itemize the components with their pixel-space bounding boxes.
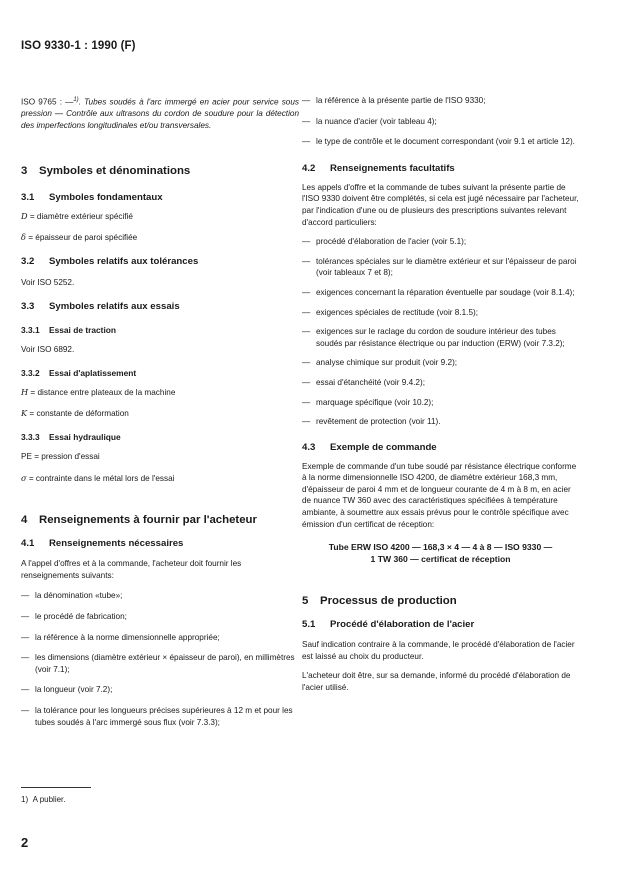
symbol-d: D = diamètre extérieur spécifié [21,210,133,221]
list-item: — tolérances spéciales sur le diamètre extérieur et sur l'épaisseur de paroi (voir tableaux 7 et 8); [302,256,577,278]
list-item: — la longueur (voir 7.2); [21,685,113,695]
section-3-1-heading: 3.1 Symboles fondamentaux [21,191,163,203]
list-item: — le procédé de fabrication; [21,612,127,622]
section-5-1-paragraph-1: Sauf indication contraire à la commande, le procédé d'élaboration de l'acier est laissé au choix du producteur. [302,640,575,661]
list-item: — marquage spécifique (voir 10.2); [302,397,434,407]
section-3-3-2-heading: 3.3.2 Essai d'aplatissement [21,367,137,378]
list-item: — le type de contrôle et le document correspondant (voir 9.1 et article 12). [302,137,575,147]
section-4-1-heading: 4.1 Renseignements nécessaires [21,538,184,550]
section-4-3-heading: 4.3 Exemple de commande [302,441,437,453]
symbol-sigma: σ = contrainte dans le métal lors de l'essai [21,472,175,483]
list-item: — la nuance d'acier (voir tableau 4); [302,116,437,126]
footnote-divider [21,787,91,788]
section-3-3-1-text: Voir ISO 6892. [21,345,75,355]
document-header: ISO 9330-1 : 1990 (F) [21,40,136,52]
list-item: — la référence à la présente partie de l'ISO 9330; [302,96,486,105]
list-item: — essai d'étanchéité (voir 9.4.2); [302,377,425,387]
list-item: — la référence à la norme dimensionnelle appropriée; [21,632,220,642]
right-column [302,95,579,694]
list-item: — revêtement de protection (voir 11). [302,417,441,427]
list-item: — analyse chimique sur produit (voir 9.2); [302,358,458,368]
section-4-3-text: Exemple de commande d'un tube soudé par résistance électrique conforme à la norme dimensionnelle ISO 4200, de diamètre extérieur 168,3 mm, d'épaisseur de paroi 4 mm et de longueur courante de 4 m à 8 m, en acier de nuance TW 360 avec des caractéristiques spécifiées à température ambiante, à soumettre aux essais prévus pour le contrôle spécifique avec émission d'un certificat de réception: [302,461,577,529]
footnote: 1) A publier. [21,795,66,804]
list-item: — procédé d'élaboration de l'acier (voir 5.1); [302,237,467,247]
section-5-heading: 5 Processus de production [302,595,457,608]
section-3-heading: 3 Symboles et dénominations [21,164,191,177]
optional-info-list [302,236,579,428]
section-3-3-3-heading: 3.3.3 Essai hydraulique [21,432,121,443]
required-info-list-continued [302,95,579,148]
symbol-k: K = constante de déformation [21,408,129,419]
page-number: 2 [21,835,29,850]
list-item: — la tolérance pour les longueurs précises supérieures à 12 m et pour les tubes soudés à l'arc immergé sous flux (voir 7.3.3); [21,706,293,727]
reference-iso-9765: ISO 9765 : —$^{1)}$. Tubes soudés à l'arc immergé en acier pour service sous pression — Contrôle aux ultrasons du cordon de soudure pour la détection des imperfections longitudinales et/ou transversales. [21,97,299,130]
list-item: — exigences concernant la réparation éventuelle par soudage (voir 8.1.4); [302,287,575,297]
list-item: — exigences sur le raclage du cordon de soudure intérieur des tubes soudés par résistance électrique ou par induction (ERW) (voir 7.3.2); [302,327,565,348]
section-4-heading: 4 Renseignements à fournir par l'acheteur [21,514,257,527]
symbol-h: H = distance entre plateaux de la machine [21,386,176,397]
list-item: — la dénomination «tube»; [21,591,123,601]
list-item: — les dimensions (diamètre extérieur × épaisseur de paroi), en millimètres (voir 7.1); [21,653,295,674]
section-3-3-1-heading: 3.3.1 Essai de traction [21,325,117,336]
symbol-pe: PE = pression d'essai [21,452,100,462]
symbol-delta: δ = épaisseur de paroi spécifiée [21,232,138,243]
section-4-2-intro: Les appels d'offre et la commande de tubes suivant la présente partie de l'ISO 9330 doivent être complétés, si cela est jugé nécessaire par l'acheteur, par l'indication d'une ou de plusieurs des prescriptions suivantes relevant d'accord particuliers: [302,182,579,227]
left-column [21,95,299,728]
required-info-list [21,590,299,728]
section-3-2-heading: 3.2 Symboles relatifs aux tolérances [21,255,199,267]
section-5-1-heading: 5.1 Procédé d'élaboration de l'acier [302,619,475,631]
list-item: — exigences spéciales de rectitude (voir 8.1.5); [302,307,479,317]
section-4-2-heading: 4.2 Renseignements facultatifs [302,162,455,174]
section-5-1-paragraph-2: L'acheteur doit être, sur sa demande, informé du procédé d'élaboration de l'acier utilisé. [302,671,571,693]
section-3-2-text: Voir ISO 5252. [21,277,75,287]
section-4-1-intro: A l'appel d'offres et à la commande, l'acheteur doit fournir les renseignements suivants: [21,559,242,580]
order-designation: Tube ERW ISO 4200 — 168,3 × 4 — 4 à 8 — ISO 9330 — 1 TW 360 — certificat de réception [328,542,553,565]
section-3-3-heading: 3.3 Symboles relatifs aux essais [21,301,180,313]
